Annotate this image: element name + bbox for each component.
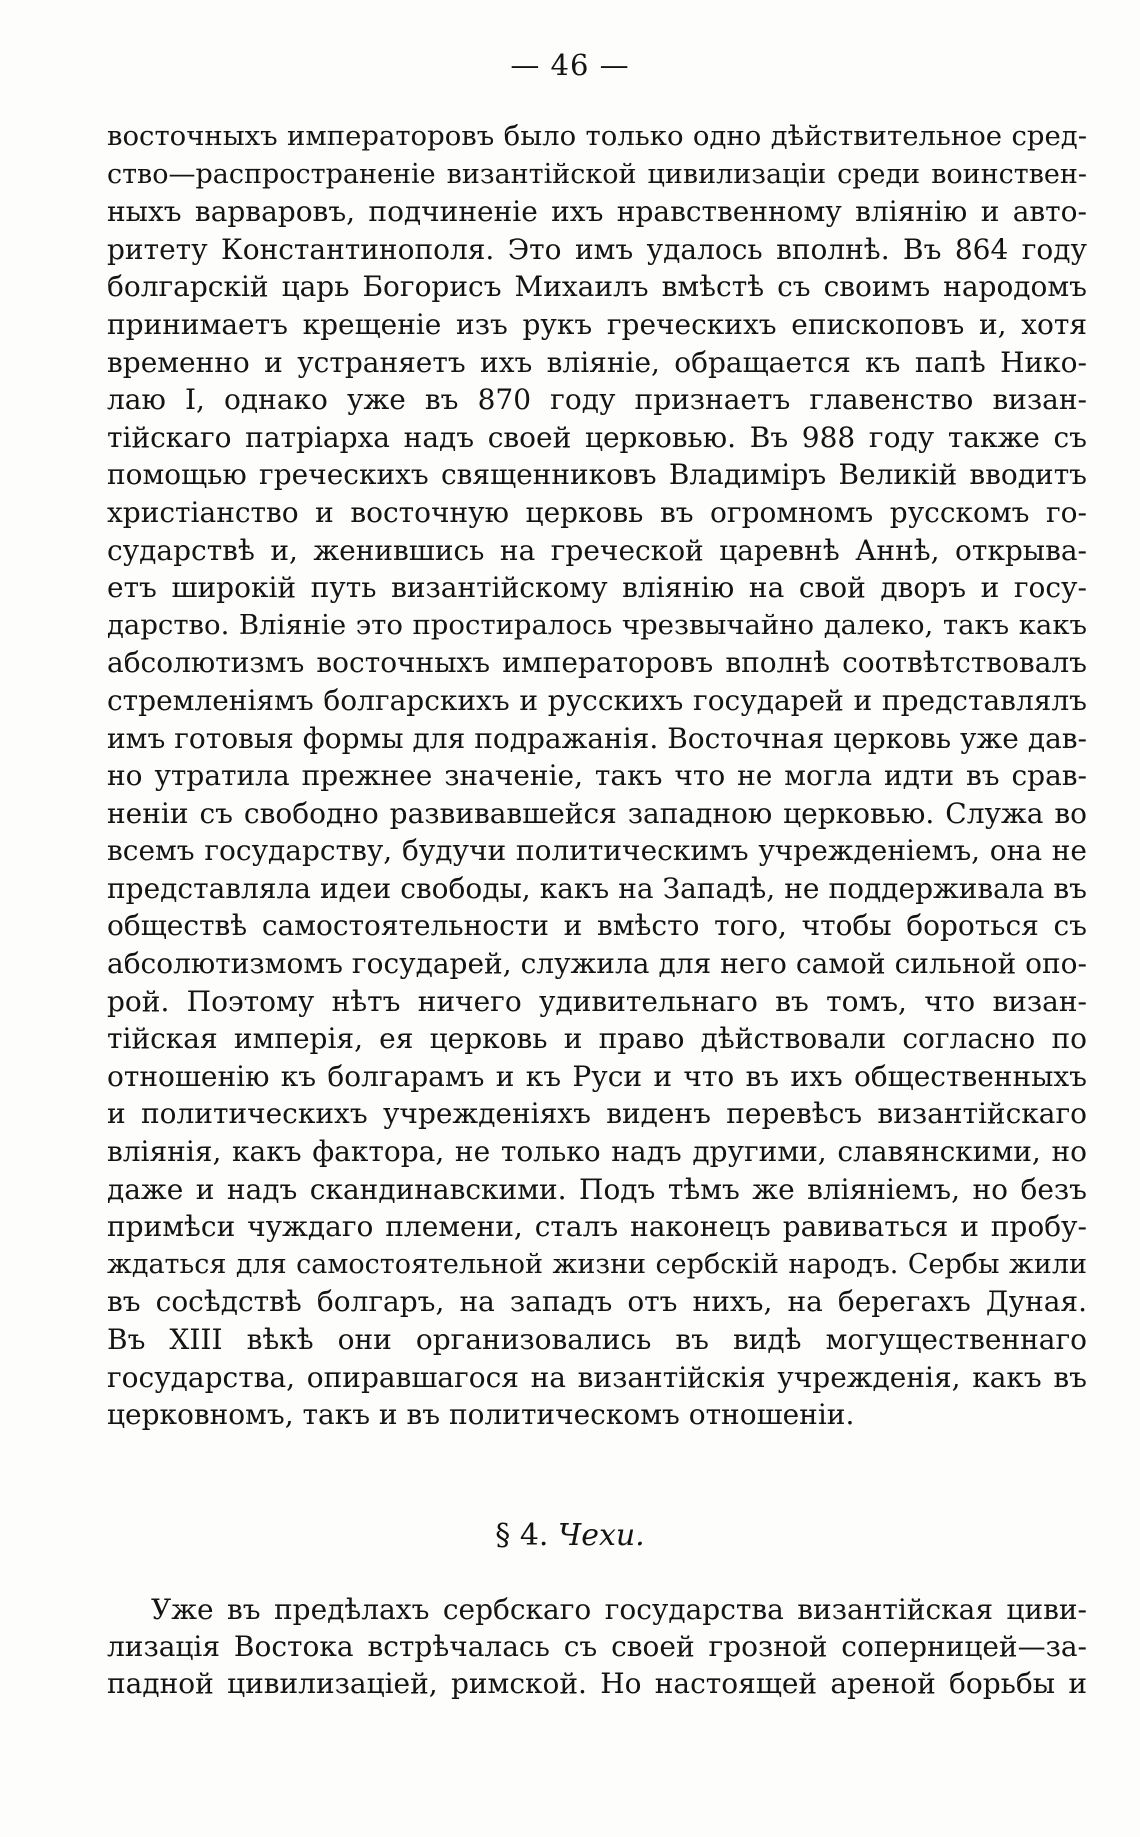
text-line: ство—распространеніе византійской цивилизаціи среди воинствен- [107, 158, 1087, 190]
text-line: дарство. Вліяніе это простиралось чрезвычайно далеко, такъ какъ [107, 608, 1087, 641]
text-line: отношенію къ болгарамъ и къ Руси и что въ ихъ общественныхъ [107, 1059, 1087, 1093]
text-line: лизація Востока встрѣчалась съ своей грозной соперницей—за- [107, 1630, 1087, 1663]
text-line: христіанство и восточную церковь въ огромномъ русскомъ го- [107, 495, 1087, 529]
section-paragraph [107, 1591, 1087, 1702]
text-line: примѣси чуждаго племени, сталъ наконецъ равиваться и пробу- [107, 1210, 1087, 1244]
text-line: въ сосѣдствѣ болгаръ, на западъ отъ нихъ, на берегахъ Дуная. [107, 1285, 1087, 1319]
text-line: падной цивилизаціей, римской. Но настоящей ареной борьбы и [107, 1667, 1087, 1700]
text-line: болгарскій царь Богорисъ Михаилъ вмѣстѣ съ своимъ народомъ [107, 270, 1087, 304]
text-line: восточныхъ императоровъ было только одно дѣйствительное сред- [107, 120, 1087, 152]
text-line: государства, опиравшагося на византійскія учрежденія, какъ въ [107, 1360, 1087, 1394]
section-number: § 4. [495, 1518, 549, 1553]
text-line: етъ широкій путь византійскому вліянію на свой дворъ и госу- [107, 571, 1087, 605]
text-line: даже и надъ скандинавскими. Подъ тѣмъ же вліяніемъ, но безъ [107, 1172, 1087, 1206]
text-line: помощью греческихъ священниковъ Владиміръ Великій вводитъ [107, 458, 1087, 492]
text-line: обществѣ самостоятельности и вмѣсто того, чтобы бороться съ [107, 909, 1087, 943]
text-line: лаю I, однако уже въ 870 году признаетъ главенство визан- [107, 383, 1087, 417]
text-line: Уже въ предѣлахъ сербскаго государства византійская циви- [151, 1593, 1087, 1626]
page-number: — 46 — [510, 48, 630, 82]
text-line: рой. Поэтому нѣтъ ничего удивительнаго въ томъ, что визан- [107, 984, 1087, 1018]
text-line: но утратила прежнее значеніе, такъ что не могла идти въ срав- [107, 759, 1087, 793]
text-line: имъ готовыя формы для подражанія. Восточная церковь уже дав- [107, 721, 1087, 755]
text-line: временно и устраняетъ ихъ вліяніе, обращается къ папѣ Нико- [107, 345, 1087, 379]
text-line: ждаться для самостоятельной жизни сербскій народъ. Сербы жили [107, 1248, 1087, 1280]
text-line: Въ XIII вѣкѣ они организовались въ видѣ могущественнаго [107, 1323, 1087, 1356]
text-line: сударствѣ и, женившись на греческой царевнѣ Аннѣ, открыва- [107, 533, 1087, 567]
text-line: ныхъ варваровъ, подчиненіе ихъ нравственному вліянію и авто- [107, 195, 1087, 229]
text-line: ритету Константинополя. Это имъ удалось вполнѣ. Въ 864 году [107, 232, 1087, 266]
text-line: вліянія, какъ фактора, не только надъ другими, славянскими, но [107, 1135, 1087, 1169]
text-line: и политическихъ учрежденіяхъ виденъ перевѣсъ византійскаго [107, 1097, 1087, 1131]
text-line: принимаетъ крещеніе изъ рукъ греческихъ епископовъ и, хотя [107, 307, 1087, 341]
text-line: церковномъ, такъ и въ политическомъ отношеніи. [107, 1398, 855, 1432]
text-line: всемъ государству, будучи политическимъ учрежденіемъ, она не [107, 834, 1087, 868]
text-line: тійскаго патріарха надъ своей церковью. Въ 988 году также съ [107, 420, 1087, 454]
text-line: абсолютизмомъ государей, служила для него самой сильной опо- [107, 947, 1087, 981]
main-paragraph [107, 118, 1087, 1434]
text-line: неніи съ свободно развивавшейся западною церковью. Служа во [107, 796, 1087, 830]
text-line: тійская имперія, ея церковь и право дѣйствовали согласно по [107, 1022, 1087, 1056]
section-title: Чехи. [558, 1518, 645, 1553]
section-heading [0, 1518, 1140, 1553]
text-line: представляла идеи свободы, какъ на Западѣ, не поддерживала въ [107, 871, 1087, 905]
text-line: абсолютизмъ восточныхъ императоровъ вполнѣ соотвѣтствовалъ [107, 646, 1087, 680]
text-line: стремленіямъ болгарскихъ и русскихъ государей и представлялъ [107, 683, 1087, 717]
